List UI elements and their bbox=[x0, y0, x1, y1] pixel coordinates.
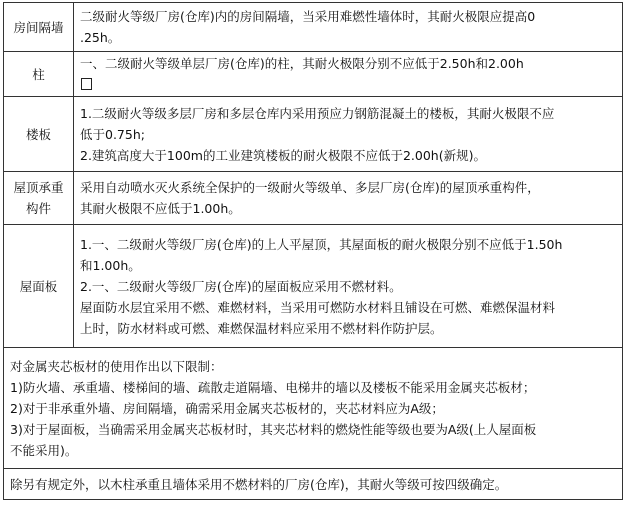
content-line: 屋面防水层宜采用不燃、难燃材料，当采用可燃防水材料且铺设在可燃、难燃保温材料 bbox=[80, 299, 556, 315]
label-line: 屋顶承重 bbox=[13, 180, 64, 195]
content-line: 上时，防水材料或可燃、难燃保温材料应采用不燃材料作防护层。 bbox=[80, 320, 443, 336]
content-line: 其耐火极限不应低于1.00h。 bbox=[80, 201, 241, 216]
content-line: 一、二级耐火等级单层厂房(仓库)的柱，其耐火极限分别不应低于2.50h和2.00h bbox=[80, 56, 524, 71]
table-row bbox=[4, 172, 623, 225]
content-line: .25h。 bbox=[80, 30, 121, 45]
metal-sandwich-panel-note bbox=[4, 348, 623, 469]
row-content-floor-slab bbox=[74, 97, 623, 172]
row-label-floor-slab: 楼板 bbox=[4, 97, 74, 172]
content-line: 2.一、二级耐火等级厂房(仓库)的屋面板应采用不燃材料。 bbox=[80, 278, 402, 294]
note-line: 2)对于非承重外墙、房间隔墙，确需采用金属夹芯板材的，夹芯材料应为A级； bbox=[10, 400, 444, 416]
table-row bbox=[4, 225, 623, 348]
content-line: 1.二级耐火等级多层厂房和多层仓库内采用预应力钢筋混凝土的楼板，其耐火极限不应 bbox=[80, 105, 555, 121]
row-content-column bbox=[74, 52, 623, 97]
content-line: 二级耐火等级厂房(仓库)内的房间隔墙，当采用难燃性墙体时，其耐火极限应提高0 bbox=[80, 9, 536, 24]
content-line: 和1.00h。 bbox=[80, 257, 141, 273]
note-line: 1)防火墙、承重墙、楼梯间的墙、疏散走道隔墙、电梯井的墙以及楼板不能采用金属夹芯板材； bbox=[10, 379, 536, 395]
content-line: 采用自动喷水灭火系统全保护的一级耐火等级单、多层厂房(仓库)的屋顶承重构件， bbox=[80, 180, 540, 195]
row-label-roof-panel: 屋面板 bbox=[4, 225, 74, 348]
row-content-partition-wall bbox=[74, 3, 623, 52]
note-line: 3)对于屋面板，当确需采用金属夹芯板材时，其夹芯材料的燃烧性能等级也要为A级(上人屋面板 bbox=[10, 421, 537, 437]
table-row-footer bbox=[4, 469, 623, 500]
empty-box-icon bbox=[81, 78, 92, 90]
note-line: 对金属夹芯板材的使用作出以下限制： bbox=[10, 358, 223, 374]
row-content-roof-structure bbox=[74, 172, 623, 225]
table-row bbox=[4, 3, 623, 52]
fire-resistance-table bbox=[3, 2, 623, 500]
row-label-roof-structure bbox=[4, 172, 74, 225]
note-line: 不能采用)。 bbox=[10, 442, 78, 458]
content-line: 2.建筑高度大于100m的工业建筑楼板的耐火极限不应低于2.00h(新规)。 bbox=[80, 147, 486, 163]
row-label-column: 柱 bbox=[4, 52, 74, 97]
content-line-symbol bbox=[80, 74, 616, 95]
row-content-roof-panel bbox=[74, 225, 623, 348]
table-row bbox=[4, 52, 623, 97]
row-label-partition-wall: 房间隔墙 bbox=[4, 3, 74, 52]
footer-note: 除另有规定外，以木柱承重且墙体采用不燃材料的厂房(仓库)，其耐火等级可按四级确定。 bbox=[4, 469, 623, 500]
content-line: 低于0.75h; bbox=[80, 126, 145, 142]
label-line: 构件 bbox=[25, 201, 51, 216]
table-row bbox=[4, 97, 623, 172]
content-line: 1.一、二级耐火等级厂房(仓库)的上人平屋顶，其屋面板的耐火极限分别不应低于1.50h bbox=[80, 236, 563, 252]
table-row-note bbox=[4, 348, 623, 469]
